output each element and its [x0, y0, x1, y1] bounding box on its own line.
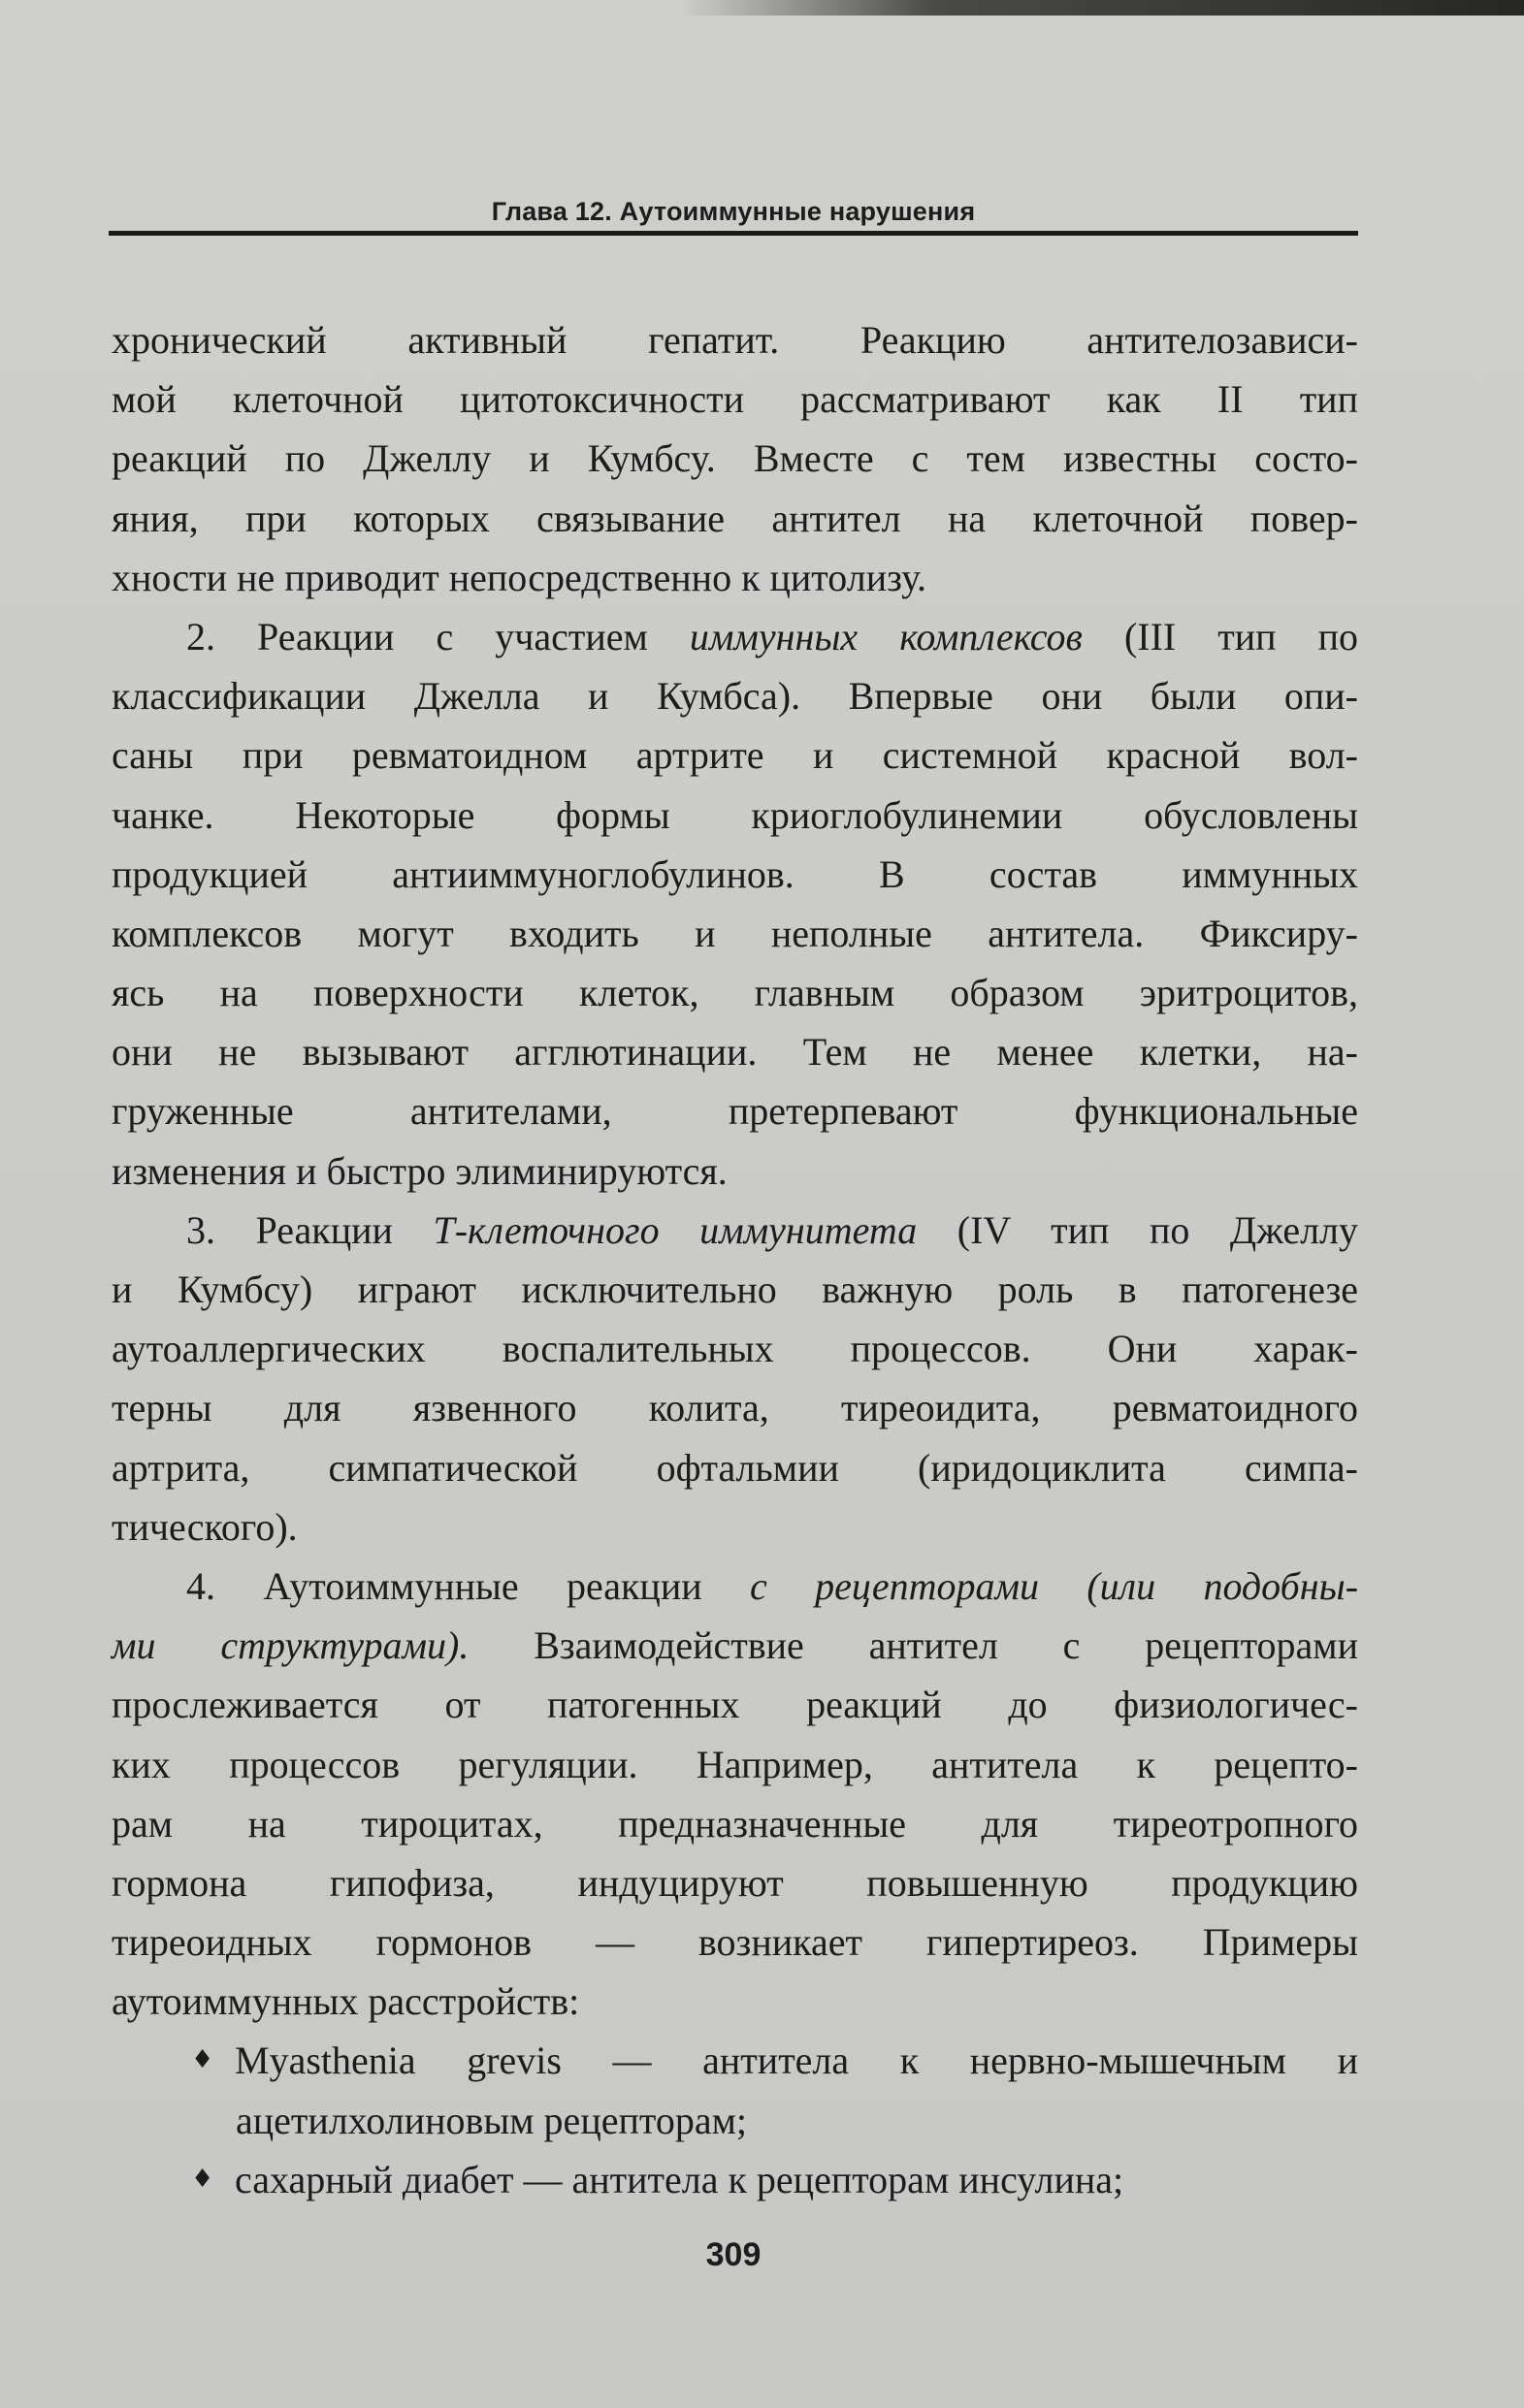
list-item-text: сахарный диабет — антитела к рецепторам инсулина;	[235, 2157, 1124, 2201]
text-line: рам на тироцитах, предназначенные для тиреотропного	[112, 1801, 1358, 1846]
diamond-bullet-icon: ♦	[191, 2045, 214, 2075]
list-item-continuation: ацетилхолиновым рецепторам;	[236, 2098, 748, 2142]
text-span: 3. Реакции	[186, 1207, 434, 1252]
list-item	[112, 2031, 1358, 2090]
italic-term: иммунных комплексов	[689, 614, 1083, 658]
text-line: ких процессов регуляции. Например, антитела к рецепто-	[112, 1742, 1358, 1786]
text-line	[112, 1616, 1358, 1675]
diamond-bullet-icon: ♦	[191, 2164, 214, 2194]
text-line: аутоаллергических воспалительных процессов. Они харак-	[112, 1327, 1358, 1371]
text-line: хронический активный гепатит. Реакцию антителозависи-	[112, 318, 1358, 362]
text-line: ясь на поверхности клеток, главным образом эритроцитов,	[112, 971, 1358, 1015]
text-line: саны при ревматоидном артрите и системной красной вол-	[112, 733, 1358, 778]
text-line: тиреоидных гормонов — возникает гипертиреоз. Примеры	[112, 1920, 1358, 1965]
page-edge-shadow	[679, 0, 1524, 16]
text-line: хности не приводит непосредственно к цитолизу.	[112, 555, 927, 599]
text-line: прослеживается от патогенных реакций до физиологичес-	[112, 1683, 1358, 1727]
text-line: комплексов могут входить и неполные антитела. Фиксиру-	[112, 911, 1358, 955]
text-span: (III тип по	[1082, 614, 1359, 658]
text-line: продукцией антииммуноглобулинов. В состав иммунных	[112, 851, 1358, 896]
text-line: чанке. Некоторые формы криоглобулинемии обусловлены	[112, 792, 1358, 837]
text-line: терны для язвенного колита, тиреоидита, ревматоидного	[112, 1386, 1358, 1430]
text-line: изменения и быстро элиминируются.	[112, 1148, 728, 1193]
body-text	[112, 310, 1358, 2209]
text-line: яния, при которых связывание антител на клеточной повер-	[112, 496, 1358, 540]
text-line: артрита, симпатической офтальмии (иридоциклита симпа-	[112, 1445, 1358, 1490]
text-span: Взаимодействие антител с рецепторами	[469, 1623, 1358, 1668]
text-line: классификации Джелла и Кумбса). Впервые они были опи-	[112, 674, 1358, 719]
text-line: они не вызывают агглютинации. Тем не менее клетки, на-	[112, 1030, 1358, 1075]
text-line: мой клеточной цитотоксичности рассматривают как II тип	[112, 377, 1358, 422]
text-line: реакций по Джеллу и Кумбсу. Вместе с тем известны состо-	[112, 436, 1358, 481]
text-line: тического).	[112, 1504, 298, 1549]
paragraph-2-start	[112, 607, 1358, 666]
list-item-text: Myasthenia grevis — антитела к нервно-мышечным и	[235, 2039, 1358, 2083]
text-line: аутоиммунных расстройств:	[112, 1979, 580, 2024]
paragraph-4-start	[112, 1557, 1358, 1616]
italic-term: ми структурами).	[112, 1623, 470, 1668]
text-span: (IV тип по Джеллу	[917, 1207, 1359, 1252]
running-head: Глава 12. Аутоиммунные нарушения	[491, 197, 976, 226]
text-span: 4. Аутоиммунные реакции	[186, 1563, 750, 1608]
text-line: груженные антителами, претерпевают функциональные	[112, 1089, 1358, 1134]
text-span: 2. Реакции с участием	[186, 614, 690, 658]
page-number: 309	[705, 2236, 762, 2273]
text-line: и Кумбсу) играют исключительно важную роль в патогенезе	[112, 1268, 1358, 1311]
italic-term: с рецепторами (или подобны-	[750, 1563, 1359, 1608]
italic-term: Т-клеточного иммунитета	[433, 1207, 918, 1252]
header-rule	[109, 231, 1358, 236]
list-item	[112, 2150, 1358, 2209]
paragraph-3-start	[112, 1201, 1358, 1260]
text-line: гормона гипофиза, индуцируют повышенную продукцию	[112, 1860, 1358, 1905]
